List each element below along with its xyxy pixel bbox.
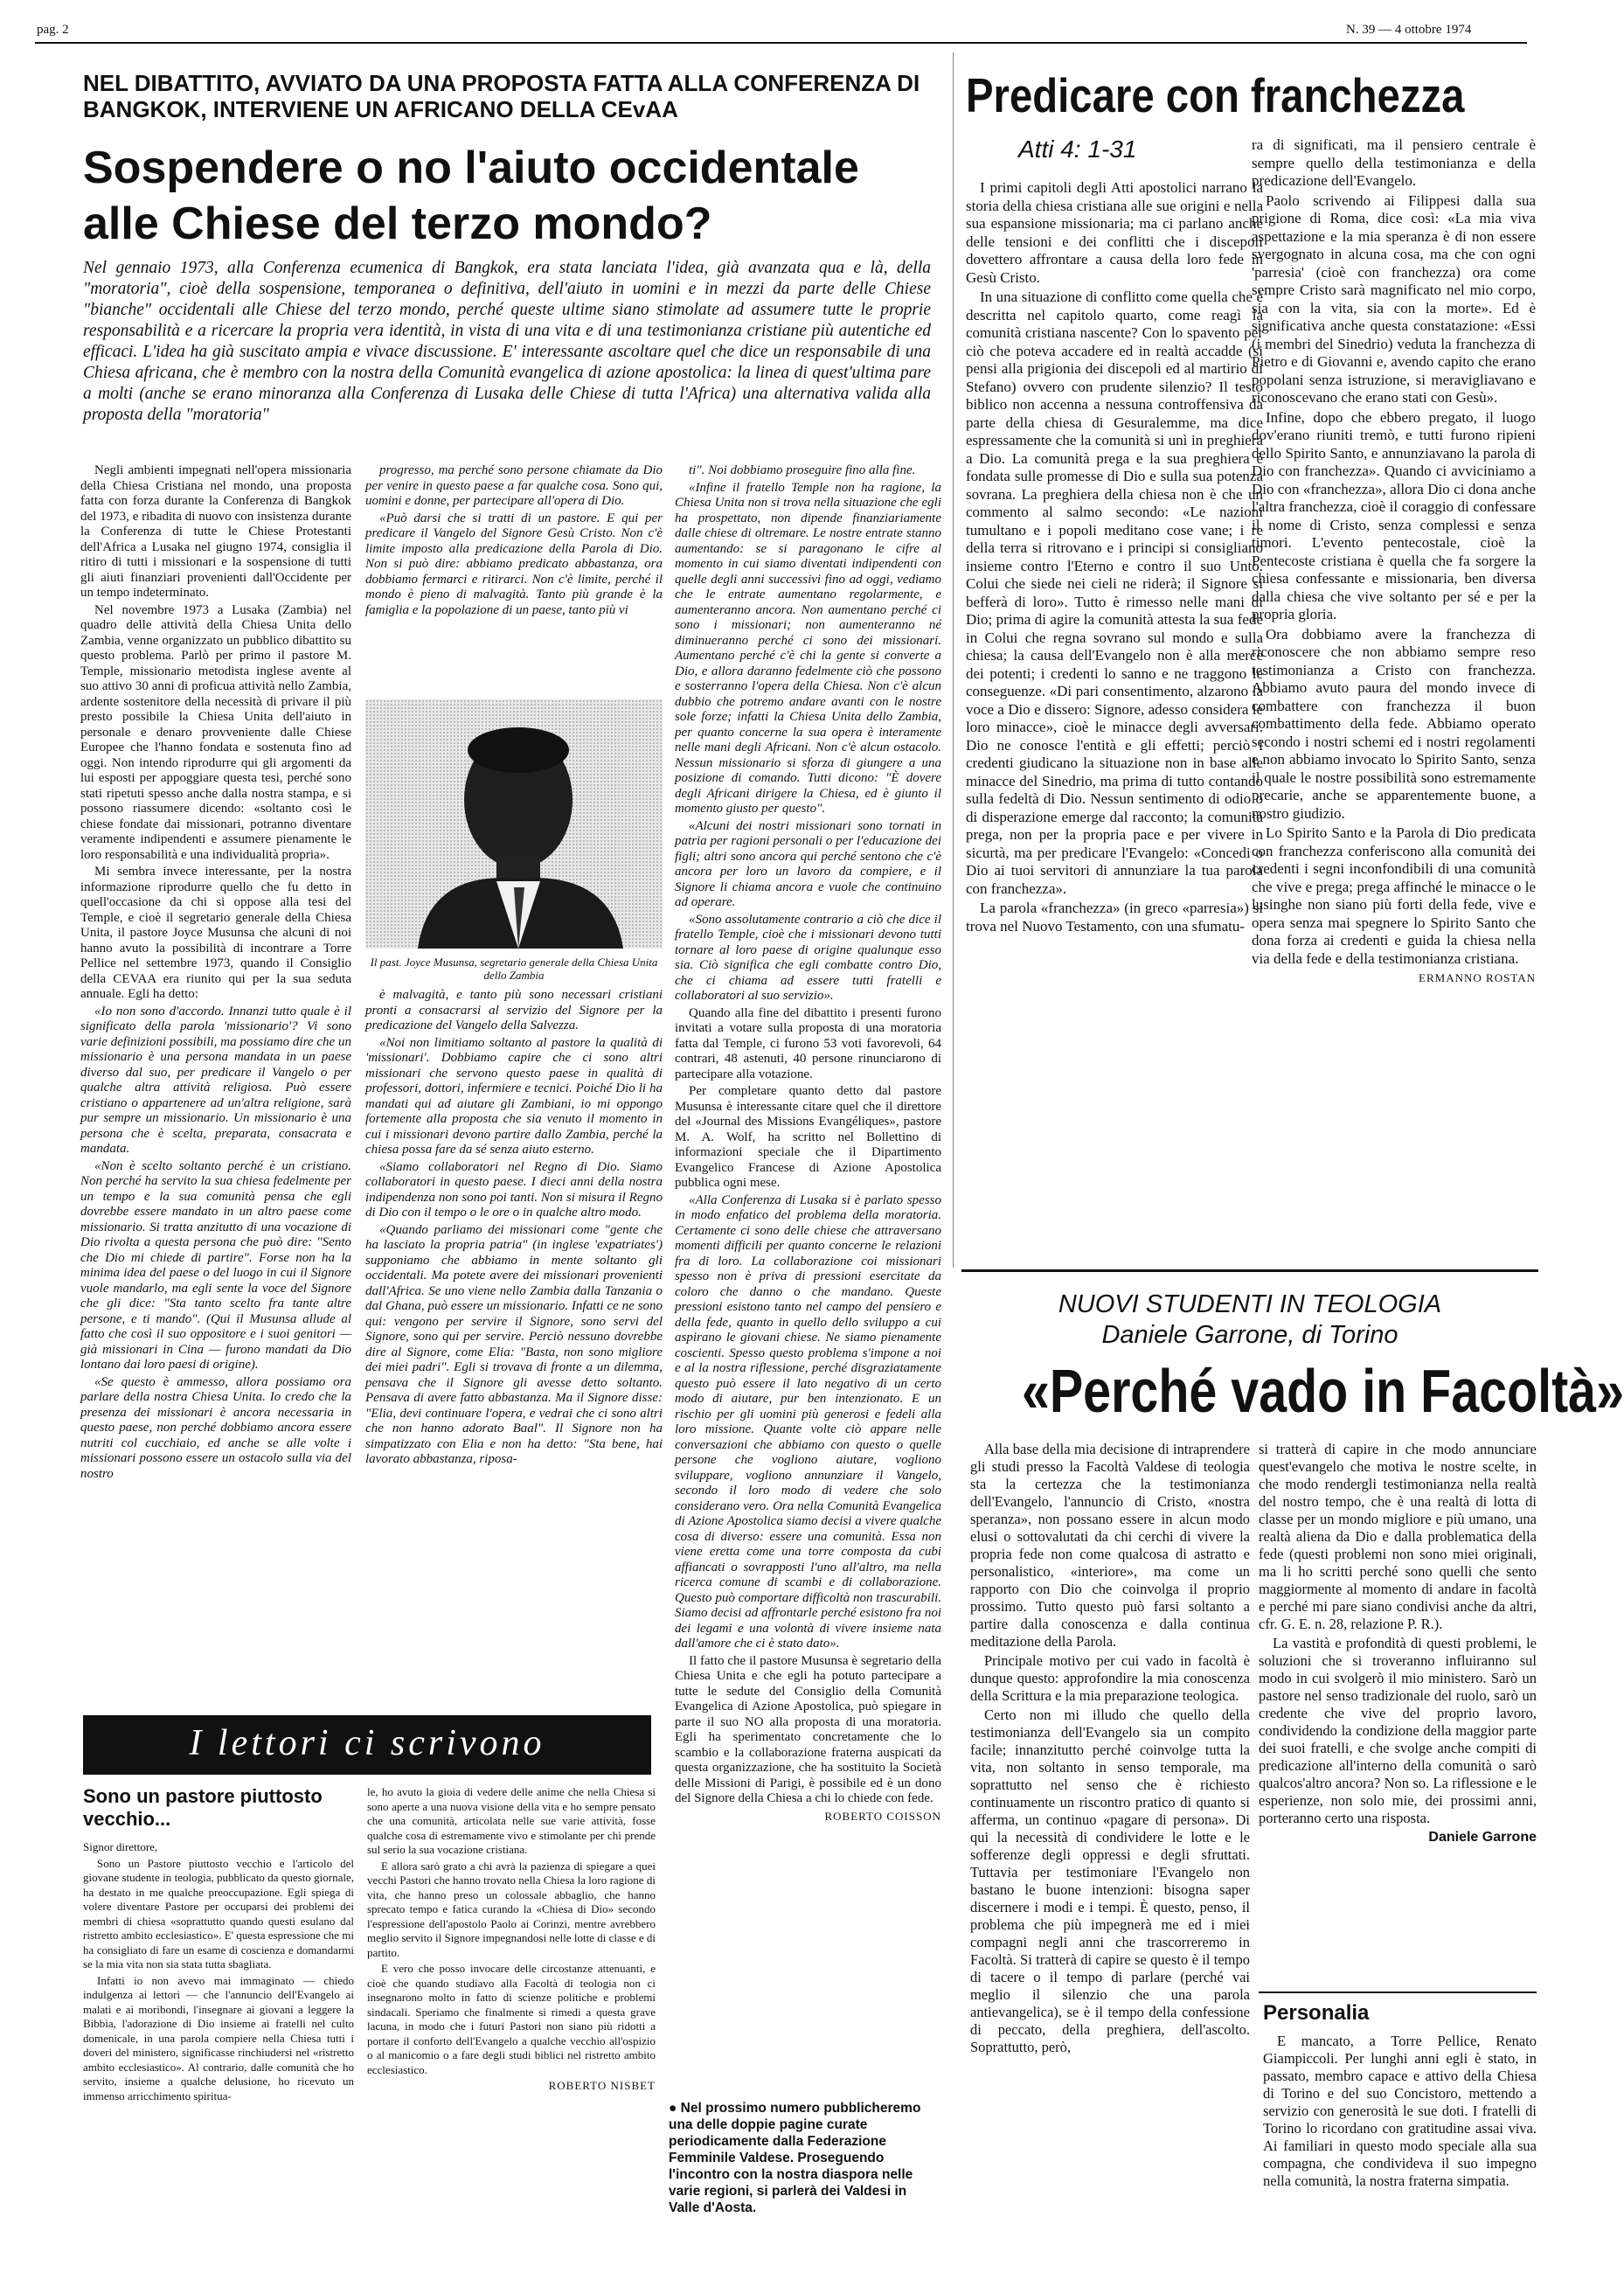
paragraph: Paolo scrivendo ai Filippesi dalla sua prigione di Roma, dice così: «La mia viva aspettazione e la mia speranza è di non essere svergognato in alcuna cosa, ma che con ogni 'parresia' (cioè con franchezza) ora come sempre Cristo sarà magnificato nel mio corpo, sia con la vita, sia con la morte». Ed è significativa anche questa constatazione: «Essi (i membri del Sinedrio) veduta la franchezza di Pietro e di Giovanni e, avendo capito che erano popolani senza istruzione, si meravigliavano e riconoscevano che erano stati con Gesù».: [1252, 191, 1536, 406]
letters-column-2: [367, 1785, 656, 2269]
students-signature: Daniele Garrone: [1428, 1830, 1537, 1845]
main-title: Sospendere o no l'aiuto occidentale alle Chiese del terzo mondo?: [83, 142, 859, 249]
personalia-text: [1263, 2033, 1537, 2267]
main-column-2-top: [365, 463, 663, 695]
paragraph: Ora dobbiamo avere la franchezza di riconoscere che non abbiamo sempre reso testimonianza a Cristo con franchezza. Abbiamo avuto paura del mondo invece di combattere con franchezza il buon combattimento della fede. Abbiamo operato secondo i nostri schemi ed i nostri regolamenti e non abbiamo invocato lo Spirito Santo, senza il quale le nostre possibilità sono estremamente precarie, anche se apparentemente buone, a nostro giudizio.: [1252, 625, 1536, 822]
portrait-photo-image: [365, 699, 663, 949]
column-divider: [953, 52, 954, 1268]
letters-signature: ROBERTO NISBET: [548, 2079, 656, 2092]
issue-date: N. 39 — 4 ottobre 1974: [1346, 23, 1472, 37]
paragraph: «Siamo collaboratori nel Regno di Dio. Siamo collaboratori in questo paese. I dieci anni della nostra indipendenza non sono poi tanti. Non si misura il Regno di Dio con il tempo o le ore o in qualche altro modo.: [365, 1159, 663, 1220]
students-title: «Perché vado in Facoltà»: [1021, 1357, 1624, 1425]
paragraph: La parola «franchezza» (in greco «parresia») si trova nel Nuovo Testamento, con una sfumatu-: [966, 900, 1263, 935]
paragraph: Principale motivo per cui vado in facoltà è dunque questo: approfondire la mia conoscenza della Scrittura e la mia preparazione teologica.: [970, 1652, 1250, 1704]
paragraph: E vero che posso invocare delle circostanze attenuanti, e cioè che quando studiavo alla Facoltà di teologia non ci insegnarono molto in fatto di scienze politiche e problemi sindacali. Speriamo che finalmente si rimedi a questa grave lacuna, in modo che i futuri Pastori non siano più ridotti a portare il conforto dell'Evangelo a qualche vecchio all'ospizio o al manicomio o a fare degli studi biblici nel ristretto ambito ecclesiastico.: [367, 1962, 656, 2076]
side-column-2: [1252, 136, 1536, 1264]
personalia-title: Personalia: [1263, 2001, 1370, 2025]
paragraph: «Quando parliamo dei missionari come "gente che ha lasciato la propria patria" (in inglese 'expatriates') supponiamo che abbiamo in mente soltanto gli occidentali. Ma potete avere dei missionari provenienti dall'Africa. Se uno viene nello Zambia dalla Tanzania o dal Ghana, può essere un missionario. Infatti ce ne sono qui: vengono per servire il Signore, sono servi del Signore, sono qui per servire. Perciò nessuno dovrebbe dire al Signore, come Elia: "Basta, non sono migliore dei miei padri". Egli si trovava di fronte a un dilemma, pensava che il Signore gli avesse detto soltanto. Pensava di avere fatto abbastanza. Ma il Signore disse: "Elia, devi continuare l'opera, e vedrai che ci sono altri che non hanno adorato Baal". Il Signore non ha simpatizzato con Elia e non ha detto: "Sta bene, hai lavorato abbastanza, riposa-: [365, 1222, 663, 1466]
main-signature: ROBERTO COISSON: [824, 1809, 941, 1823]
letters-column-1: [83, 1840, 354, 2269]
side-title: Predicare con franchezza: [966, 68, 1465, 122]
paragraph: Negli ambienti impegnati nell'opera missionaria della Chiesa Cristiana nel mondo, una proposta fatta con forza durante la Conferenza di Bangkok del 1973, e ribadita di nuovo con insistenza durante la Conferenza di tutte le Chiese Protestanti dell'Africa a Lusaka nel giugno 1974, consiglia il ritiro di tutti i missionari e la sospensione di tutti gli aiuti finanziari provenienti dall'Occidente per un tempo indeterminato.: [80, 463, 351, 600]
main-intro: Nel gennaio 1973, alla Conferenza ecumenica di Bangkok, era stata lanciata l'idea, già avanzata qua e là, della "moratoria", cioè della sospensione, temporanea o definitiva, dell'aiuto in uomini e in mezzi da parte delle Chiese "bianche" occidentali alle Chiese del terzo mondo, perché queste ultime siano stimolate ad assumere tutte le proprie responsabilità e a ricercare la propria vera identità, in vista di una vita e di una testimonianza cristiane più autentiche ed efficaci. L'idea ha già suscitato ampia e vivace discussione. E' interessante ascoltare quel che dice un responsabile di una Chiesa africana, che è membro con la nostra della Comunità evangelica di azione apostolica: la linea di quest'ultima pare a molti (anche se erano minoranza alla Conferenza di Lusaka delle Chiese di tutta l'Africa) una alternativa valida alla proposta della "moratoria": [83, 259, 931, 424]
paragraph: Infine, dopo che ebbero pregato, il luogo dov'erano riuniti tremò, e tutti furono ripieni dello Spirito Santo, e annunziavano la parola di Dio con franchezza». Quando ci avviciniamo a Dio con «franchezza», allora Dio ci dona anche l'altra franchezza, cioè il coraggio di confessare il nome di Cristo, senza complessi e senza timori. L'evento pentecostale, cioè la Pentecoste cristiana è quella che fa sorgere la chiesa confessante e missionaria, ben diversa dalla chiesa che vive soltanto per sé e per la propria gloria.: [1252, 408, 1536, 622]
paragraph: Alla base della mia decisione di intraprendere gli studi presso la Facoltà Valdese di teologia sta la certezza che la testimonianza dell'Evangelo, l'annuncio di Cristo, «nostra speranza», non possano essere in alcun modo elusi o sottovalutati da chi cerchi di vivere la propria fede non come qualcosa di astratto e personalistico, «interiore», ma come un rapporto con Dio che coinvolga il proprio prossimo. Tutto questo può farsi soltanto a partire dalla conoscenza e dalla continua meditazione della Parola.: [970, 1441, 1250, 1650]
paragraph: Mi sembra invece interessante, per la nostra informazione riprodurre quello che fu detto in quell'occasione da chi si oppose alla tesi del Temple, e cioè il segretario generale della Chiesa Unita, il pastore Joyce Musunsa che alcuni di noi hanno avuto la possibilità di incontrare a Torre Pellice nel settembre 1973, quando il Consiglio della CEVAA era riunito qui per la sua seduta annuale. Egli ha detto:: [80, 865, 351, 1001]
letters-banner: [83, 1715, 651, 1775]
paragraph: «Io non sono d'accordo. Innanzi tutto quale è il significato della parola 'missionario'? Vi sono varie definizioni possibili, ma possiamo dire che un missionario è una persona mandata in un paese diverso dal suo, per predicare il Vangelo o per qualche altra attività religiosa. Può essere cristiano o appartenere ad un'altra religione, sarà pur sempre un missionario. Un missionario è una persona che è scelta, preparata, consacrata e mandata.: [80, 1004, 351, 1156]
paragraph: Lo Spirito Santo e la Parola di Dio predicata con franchezza conferiscono alla comunità dei credenti i segni inconfondibili di una comunità che vive e prega; prega affinché le minacce o le lusinghe non siano più forti della fede, vive e opera senza mai spegnere lo Spirito Santo che dona forza ai credenti e guida la chiesa nella via della fede e della testimonianza cristiana.: [1252, 824, 1536, 967]
students-kicker: NUOVI STUDENTI IN TEOLOGIA: [1058, 1290, 1442, 1318]
letters-title: Sono un pastore piuttosto vecchio...: [83, 1785, 323, 1830]
header-rule: [35, 42, 1527, 44]
letters-banner-text: I lettori ci scrivono: [189, 1723, 545, 1763]
paragraph: Il fatto che il pastore Musunsa è segretario della Chiesa Unita e che egli ha potuto partecipare a tutte le sedute del Consiglio della Comunità Evangelica di Azione Apostolica, può spiegare in parte il suo NO alla proposta di una moratoria. Egli ha sperimentato concretamente che lo scambio e la collaborazione fraterna auspicati da questa organizzazione, che ha sostituito la Società delle Missioni di Parigi, è possibile ed è un dono del Signore della Chiesa a chi lo chiede con fede.: [675, 1653, 941, 1805]
paragraph: E allora sarò grato a chi avrà la pazienza di spiegare a quei vecchi Pastori che hanno trovato nella Chiesa la loro ragione di vita, che hanno preso un colossale abbaglio, che hanno sprecato tempo e fatica curando la «Chiesa di Dio» secondo l'espressione dell'apostolo Paolo ai Corinzi, mentre avrebbero meglio servito il Signore impegnandosi nelle lotte di classe e di partito.: [367, 1859, 656, 1959]
paragraph: Certo non mi illudo che quello della testimonianza dell'Evangelo sia un compito facile; innanzitutto perché coinvolge tutta la vita, non soltanto in senso temporale, ma soprattutto nel senso che è richiesto continuamente un riscontro pratico di quanto si afferma, un continuo «pagare di persona». Di qui la necessità di condividere le lotte e le sofferenze degli oppressi e degli sfruttati. Tuttavia per testimoniare l'Evangelo non bastano le buone intenzioni: bisogna saper discernere i modi e i tempi. È questo, penso, il problema che più impegnerà me ed i miei compagni negli anni che trascorreremo in Facoltà. Si tratterà di capire se questo è il tempo di tacere o il tempo di parlare (perché vai meglio il silenzio che una parola antievangelica), se è il tempo della confessione di peccato, della preghiera, dell'ascolto. Soprattutto, però,: [970, 1706, 1250, 2055]
paragraph: si tratterà di capire in che modo annunciare quest'evangelo che motiva le nostre scelte, in che modo rendergli testimonianza nella realtà del nostro tempo, che è una realtà di lotta di classe per un mondo migliore e più umano, una realtà aliena da Dio e dalla problematica della fede (questi problemi non sono miei originali, ma li ho scritti perché sono quelli che sento maggiormente al momento di andare in facoltà e perché mi pare siano condivisi anche da altri, cfr. G. E. n. 28, relazione P. R.).: [1259, 1441, 1537, 1632]
section-rule: [961, 1269, 1538, 1272]
paragraph: progresso, ma perché sono persone chiamate da Dio per venire in questo paese a far qualche cosa. Sono qui, uomini e donne, per partecipare all'opera di Dio.: [365, 463, 663, 508]
paragraph: «Può darsi che si tratti di un pastore. E qui per predicare il Vangelo del Signore Gesù Cristo. Non c'è limite imposto alla predicazione della Parola di Dio. Non si può dire: abbiamo predicato abbastanza, ora dobbiamo fermarci e ritirarci. Non c'è limite, perché il mondo è pieno di malvagità. Tanto più grande è la famiglia e la popolazione di un paese, tanto più vi: [365, 511, 663, 617]
main-kicker: NEL DIBATTITO, AVVIATO DA UNA PROPOSTA FATTA ALLA CONFERENZA DI BANGKOK, INTERVIENE UN AFRICANO DELLA CEvAA: [83, 70, 920, 122]
photo-caption: Il past. Joyce Musunsa, segretario generale della Chiesa Unita dello Zambia: [370, 956, 658, 982]
students-column-1: [970, 1441, 1250, 2267]
paragraph: La vastità e profondità di questi problemi, le soluzioni che si troveranno influiranno sul modo in cui svolgerò il mio ministero. Sarò un pastore nel senso tradizionale del ruolo, sarò un credente che vive del proprio lavoro, condividendo la condizione della maggior parte dei suoi fratelli, e che svolge anche compiti di predicazione all'interno della comunità o sarò qualcos'altro ancora? Non so. La riflessione e le esperienze, non solo mie, dei prossimi anni, porteranno certo una risposta.: [1259, 1635, 1537, 1826]
main-column-1: [80, 463, 351, 1705]
paragraph: è malvagità, e tanto più sono necessari cristiani pronti a consacrarsi al servizio del Signore per la predicazione del Vangelo della Salvezza.: [365, 988, 663, 1032]
paragraph: ti". Noi dobbiamo proseguire fino alla fine.: [689, 463, 916, 477]
paragraph: «Alcuni dei nostri missionari sono tornati in patria per ragioni personali o per l'educazione dei figli; altri sono ancora qui perché sentono che c'è ancora per loro un lavoro da compiere, e il Signore li chiama ancora e vuole che continuino ad operare.: [675, 818, 941, 909]
page-number: pag. 2: [37, 23, 69, 37]
bullet-icon: ●: [669, 2101, 681, 2116]
students-column-2: [1259, 1441, 1537, 1991]
portrait-photo: [365, 699, 663, 949]
paragraph: «Infine il fratello Temple non ha ragione, la Chiesa Unita non si trova nella situazione che egli ha prospettato, non dipende finanziariamente dalle chiese di oltremare. Le nostre entrate stanno aumentando: se si paragonano le cifre al momento in cui siamo diventati indipendenti con quelle degli anni successivi fino ad oggi, vediamo che le entrate aumentano regolarmente, e aumenteranno ancora. Non aumentano perché ci sono i missionari; non aumenteranno né diminueranno perché ci sono dei missionari. Aumentano perché c'è chi la gente si converte a Dio, e allora daranno fedelmente ciò che possono e sosterranno l'opera della Chiesa. Non c'è alcun dubbio che potremo andare avanti con le nostre sole forze; infatti la Chiesa Unita dello Zambia, per quanto concerne la sua opera è interamente nelle mani degli Africani. Non c'è alcun ostacolo. Nessun missionario si sforza di giungere a una posizione di comando. Tutti dicono: "È dovere degli Africani dirigere la Chiesa, ed è giunto il momento giusto per questo".: [675, 480, 941, 816]
paragraph: E mancato, a Torre Pellice, Renato Giampiccoli. Per lunghi anni egli è stato, in passato, membro capace e attivo della Chiesa di Torino e del suo Concistoro, mettendo a servizio con generosità le sue doti. I fratelli di Torino lo ricordano con gratitudine assai viva. Ai familiari in questo modo speciale alla sua compagna, che condivideva il suo impegno nella comunità, la nostra fraterna simpatia.: [1263, 2033, 1537, 2189]
side-column-1: [966, 179, 1263, 1263]
paragraph: «Noi non limitiamo soltanto al pastore la qualità di 'missionari'. Dobbiamo capire che ci sono altri missionari che servono questo paese in qualità di professori, dottori, infermiere e tecnici. Poiché Dio li ha mandati qui ad aiutare gli Zambiani, io mi oppongo fortemente alla proposta che sia venuto il momento in cui i missionari devono partire dallo Zambia, perché la chiesa possa fare da sé senza aiuto esterno.: [365, 1035, 663, 1157]
paragraph: Nel novembre 1973 a Lusaka (Zambia) nel quadro delle attività della Chiesa Unita dello Zambia, venne organizzato un pubblico dibattito su questo problema. Parlò per primo il pastore M. Temple, missionario metodista inglese avente al suo attivo 30 anni di proficua attività nello Zambia, ardente sostenitore della necessità di privare il più presto possibile la Chiesa Unita dell'aiuto in personale e denaro provveniente dalle Chiese Europee che l'hanno fondata e sostenuta fino ad oggi. Non intendo riprodurre qui gli argomenti da lui esposti per appoggiare questa tesi, perché sono stati ripetuti spesso anche dalla nostra stampa, e si possono riassumere dicendo: «soltanto così le chiese fondate dai missionari, potranno diventare veramente indipendenti e assumere pienamente le loro responsabilità e una individualità propria».: [80, 602, 351, 862]
paragraph: Sono un Pastore piuttosto vecchio e l'articolo del giovane studente in teologia, pubblicato da questo giornale, ha destato in me qualche preoccupazione. Egli spiega di volere diventare Pastore per occuparsi dei problemi dei membri di chiesa «soprattutto quando questi esulano dal ristretto ambito ecclesiastico». E' questa espressione che mi ha consigliato di fare un esame di coscienza e domandarmi se la mia vita non sia stata tutta sbagliata.: [83, 1856, 354, 1971]
paragraph: Per completare quanto detto dal pastore Musunsa è interessante citare quel che il direttore del «Journal des Missions Evangéliques», pastore M. A. Wolf, ha scritto nel Bollettino di informazioni speciale che il Dipartimento Evangelico Francese di Azione Apostolica pubblica ogni mese.: [675, 1084, 941, 1190]
paragraph: In una situazione di conflitto come quella che è descritta nel capitolo quarto, come reagì la comunità cristiana nascente? Con lo spavento per ciò che poteva accadere ed in realtà accadde (si pensi alla prigionia dei discepoli ed al martirio di Stefano) ovvero con prudente silenzio? Il testo biblico non accenna a nessuna controffensiva da parte della chiesa di Gesuralemme, ma dice espressamente che la comunità si unì in preghiera a Dio. La comunità prega e la sua preghiera è fondata sulle promesse di Dio e sulla sua potenza sovrana. La preghiera della chiesa non è che un commento al salmo secondo: «Le nazioni tumultano e i popoli meditano cose vane; i re della terra si ritrovano e i principi si consigliano insieme contro l'Eterno e contro il suo Unto. Colui che siede nei cieli ne riderà; il Signore si befferà di loro». Tutto è rimesso nelle mani di Dio; prima di agire la comunità attesta la sua fede in Colui che regna sovrano sul mondo e sulla chiesa; la causa dell'Evangelo non è alla mercè dei potenti; i credenti lo sanno e ne traggono le conseguenze. «Di pari consentimento, alzarono la voce a Dio e dissero: Signore, adesso considera le loro minacce», cioè le minacce degli avversari. Dio ne conosce l'entità e gli effetti; perciò i credenti giudicano la situazione non in base alle minacce del Sinedrio, ma prima di tutto contando sulla fedeltà di Dio. Nessun sentimento di odio o di disperazione emerge dal racconto; la comunità prega, non per la propria pace e per vivere in sicurtà, ma per predicare l'Evangelo: «Concedi o Dio ai tuoi servitori di annunziare la tua parola con franchezza».: [966, 288, 1263, 897]
side-subtitle: Atti 4: 1-31: [1018, 136, 1137, 163]
personalia-rule: [1259, 1991, 1537, 1993]
side-signature: ERMANNO ROSTAN: [1419, 971, 1536, 984]
paragraph: I primi capitoli degli Atti apostolici narrano la storia della chiesa cristiana alle sue origini e nella sua espansione missionaria; ma ci parlano anche delle tensioni e dei conflitti che i discepoli dovettero affrontare a causa della loro fede in Gesù Cristo.: [966, 179, 1263, 286]
paragraph: le, ho avuto la gioia di vedere delle anime che nella Chiesa si sono aperte a una nuova visione della vita e ho sempre pensato che una comunità, articolata nelle sue varie attività, fosse qualche cosa di estremamente vivo e stimolante per chi prende sul serio la sua vocazione cristiana.: [367, 1785, 656, 1856]
paragraph: Quando alla fine del dibattito i presenti furono invitati a votare sulla proposta di una moratoria fatta dal Temple, ci furono 53 voti favorevoli, 64 contrari, 48 astenuti, 40 persone rinunciarono di partecipare alla votazione.: [675, 1005, 941, 1081]
paragraph: ra di significati, ma il pensiero centrale è sempre quello della testimonianza e della predicazione dell'Evangelo.: [1252, 136, 1536, 189]
main-column-2-bottom: [365, 988, 663, 1705]
paragraph: Signor direttore,: [83, 1840, 158, 1853]
students-byline: Daniele Garrone, di Torino: [1101, 1321, 1398, 1349]
paragraph: «Alla Conferenza di Lusaka si è parlato spesso in modo enfatico del problema della moratoria. Certamente ci sono delle chiese che attraversano momenti difficili per quanto concerne le relazioni fra di loro. La collaborazione coi missionari spesso non è priva di pressioni esercitate da coloro che danno o che mandano. Queste pressioni esistono tanto nel campo del pensiero e della fede, quanto in quello dello sviluppo a cui aspirano le giovani chiese. Ne siamo pienamente coscienti. Spesso questo problema s'impone a noi e al la nostra riflessione, perché disgraziatamente questo può essere il lato negativo di un certo modo di aiutare, pur ben intenzionato. E un rischio per gli uomini più generosi e fedeli alla loro missione. Quante volte ciò appare nelle conversazioni che abbiamo con questo o quelle persone che vogliono aiutare, vogliono sviluppare, vogliono annunziare il Vangelo, secondo il loro modo di vedere che solo considerano vero. Ora nella Comunità Evangelica di Azione Apostolica siamo decisi a vivere qualche cosa di diverso: essere una comunità. Essa non viene eretta come una torre composta da cubi affiancati o sovrapposti l'uno all'altro, ma nella ricerca comune di scambi e di collaborazione. Questo può comportare difficoltà non trascurabili. Siamo decisi ad affrontarle perché esistono fra noi dei legami e una volontà di vivere insieme nata dall'amore che ci è stato dato».: [675, 1192, 941, 1651]
paragraph: «Non è scelto soltanto perché è un cristiano. Non perché ha servito la sua chiesa fedelmente per un tempo e la sua comunità pensa che egli dovrebbe essere mandato in un altro paese come missionario. Si tratta anzitutto di una vocazione di Dio rivolta a questa persona che può dire: "Sento che Dio mi chiede di partire". Forse non ha la minima idea del paese o del luogo in cui il Signore vuole mandarlo, ma egli sente la voce del Signore che gli dice: "Sta tanto scelto fra tante altre persone, e ti mando". (Qui il Musunsa allude al fatto che così il suo oppositore e i suoi genitori — già missionari in Cina — furono mandati da Dio lontano dai loro paesi di origine).: [80, 1158, 351, 1372]
paragraph: Infatti io non avevo mai immaginato — chiedo indulgenza ai lettori — che l'annuncio dell'Evangelo ai malati e ai moribondi, l'insegnare ai giovani a leggere la Bibbia, l'adorazione di Dio insieme ai fratelli nel culto domenicale, in una parola compiere nella Chiesa tutti i doveri del ministero, significasse rinchiudersi nel «ristretto ambito ecclesiastico». Al contrario, dalle comunità che ho servito, insieme a qualche delusione, ho ricevuto un immenso arricchimento spiritua-: [83, 1973, 354, 2103]
next-issue-notice: ● Nel prossimo numero pubblicheremo una delle doppie pagine curate periodicamente dalla Federazione Femminile Valdese. Proseguendo l'incontro con la nostra diaspora nelle varie regioni, si parlerà dei Valdesi in Valle d'Aosta.: [669, 2101, 921, 2215]
paragraph: «Sono assolutamente contrario a ciò che dice il fratello Temple, cioè che i missionari devono tutti tornare al loro paese di origine qualunque esso sia. Ciò significa che egli combatte contro Dio, che ci chiama ad essere tutti fratelli e collaboratori al suo servizio».: [675, 912, 941, 1003]
main-column-3: [675, 463, 941, 2273]
paragraph: «Se questo è ammesso, allora possiamo ora parlare della nostra Chiesa Unita. Io credo che la presenza dei missionari è ancora necessaria in questo paese, non perché dobbiamo ancora essere nutriti col cucchiaio, ed anche se alle volte i missionari possono essere un ostacolo sulla via del nostro: [80, 1374, 351, 1481]
